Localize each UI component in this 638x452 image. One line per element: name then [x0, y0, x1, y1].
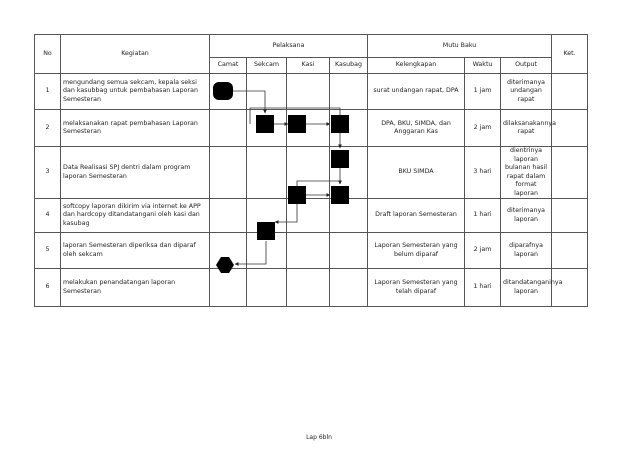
row-ket — [552, 147, 588, 199]
table-row — [35, 199, 588, 233]
row-waktu: 1 jam — [465, 74, 501, 110]
header-sekcam: Sekcam — [247, 58, 287, 74]
header-pelaksana: Pelaksana — [210, 35, 368, 58]
header-output: Output — [501, 58, 552, 74]
row-kelengkapan: Laporan Semesteran yang belum diparaf — [368, 233, 465, 269]
cell-kasubag — [330, 110, 368, 147]
header-kasubag: Kasubag — [330, 58, 368, 74]
row-no: 3 — [35, 147, 61, 199]
header-camat: Camat — [210, 58, 247, 74]
cell-kasi — [287, 269, 330, 307]
cell-camat — [210, 147, 247, 199]
cell-kasi — [287, 233, 330, 269]
cell-camat — [210, 74, 247, 110]
sop-table — [34, 34, 588, 307]
cell-sekcam — [247, 74, 287, 110]
table-row — [35, 147, 588, 199]
row-kelengkapan: BKU SIMDA — [368, 147, 465, 199]
row-no: 2 — [35, 110, 61, 147]
row-kegiatan: softcopy laporan dikirim via internet ke APP dan hardcopy ditandatangani oleh kasi dan kasubag — [61, 199, 210, 233]
row-kegiatan: Data Realisasi SPJ dentri dalam program laporan Semesteran — [61, 147, 210, 199]
row-waktu: 2 jam — [465, 110, 501, 147]
cell-camat — [210, 269, 247, 307]
cell-sekcam — [247, 233, 287, 269]
row-no: 1 — [35, 74, 61, 110]
row-no: 6 — [35, 269, 61, 307]
row-kegiatan: laporan Semesteran diperiksa dan diparaf oleh sekcam — [61, 233, 210, 269]
cell-kasubag — [330, 233, 368, 269]
row-waktu: 1 hari — [465, 269, 501, 307]
cell-camat — [210, 199, 247, 233]
row-output: diparafnya laporan — [501, 233, 552, 269]
cell-camat — [210, 233, 247, 269]
row-output: diterimanya laporan — [501, 199, 552, 233]
cell-kasubag — [330, 199, 368, 233]
header-kelengkapan: Kelengkapan — [368, 58, 465, 74]
table-row — [35, 110, 588, 147]
row-kegiatan: melakukan penandatangan laporan Semesteran — [61, 269, 210, 307]
cell-sekcam — [247, 110, 287, 147]
row-kegiatan: melaksanakan rapat pembahasan Laporan Semesteran — [61, 110, 210, 147]
cell-sekcam — [247, 147, 287, 199]
row-ket — [552, 110, 588, 147]
cell-sekcam — [247, 199, 287, 233]
cell-kasi — [287, 147, 330, 199]
header-kegiatan: Kegiatan — [61, 35, 210, 74]
row-waktu: 2 jam — [465, 233, 501, 269]
row-kegiatan: mengundang semua sekcam, kepala seksi dan kasubbag untuk pembahasan Laporan Semesteran — [61, 74, 210, 110]
header-waktu: Waktu — [465, 58, 501, 74]
cell-kasubag — [330, 269, 368, 307]
table-row — [35, 74, 588, 110]
row-output: diterimanya undangan rapat — [501, 74, 552, 110]
row-kelengkapan: DPA, BKU, SIMDA, dan Anggaran Kas — [368, 110, 465, 147]
cell-kasi — [287, 110, 330, 147]
row-ket — [552, 269, 588, 307]
header-no: No — [35, 35, 61, 74]
row-ket — [552, 74, 588, 110]
row-no: 5 — [35, 233, 61, 269]
cell-sekcam — [247, 269, 287, 307]
cell-kasi — [287, 199, 330, 233]
cell-kasubag — [330, 147, 368, 199]
row-output: dilaksanakannya rapat — [501, 110, 552, 147]
row-output: dientrinya laporan bulanan hasil rapat dalam format laporan — [501, 147, 552, 199]
row-output: ditandatanganinya laporan — [501, 269, 552, 307]
header-ket: Ket. — [552, 35, 588, 74]
cell-camat — [210, 110, 247, 147]
table-row — [35, 233, 588, 269]
row-ket — [552, 199, 588, 233]
header-kasi: Kasi — [287, 58, 330, 74]
cell-kasi — [287, 74, 330, 110]
row-kelengkapan: Laporan Semesteran yang telah diparaf — [368, 269, 465, 307]
header-mutu-baku: Mutu Baku — [368, 35, 552, 58]
row-ket — [552, 233, 588, 269]
row-waktu: 3 hari — [465, 147, 501, 199]
row-kelengkapan: Draft laporan Semesteran — [368, 199, 465, 233]
row-no: 4 — [35, 199, 61, 233]
table-row — [35, 269, 588, 307]
row-waktu: 1 hari — [465, 199, 501, 233]
page-footer: Lap 6bln — [306, 434, 332, 441]
cell-kasubag — [330, 74, 368, 110]
row-kelengkapan: surat undangan rapat, DPA — [368, 74, 465, 110]
